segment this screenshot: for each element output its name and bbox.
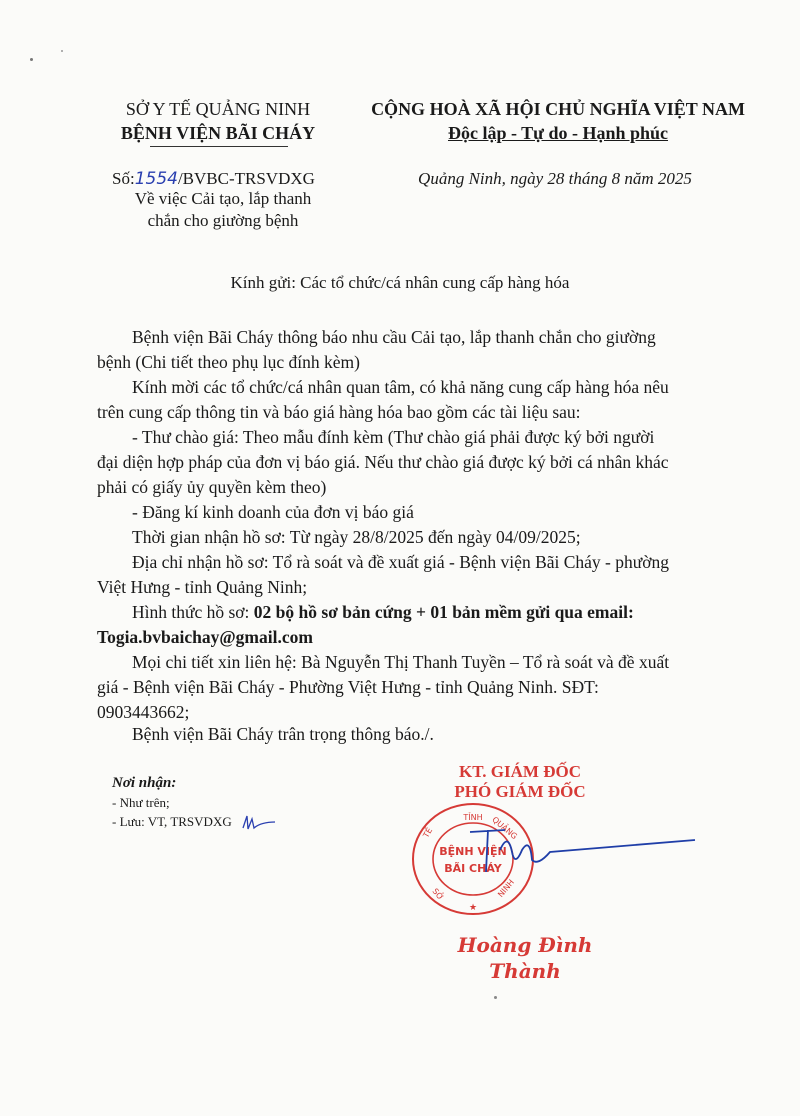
body-paragraph-6: Địa chỉ nhận hồ sơ: Tổ rà soát và đề xuất giá - Bệnh viện Bãi Cháy - phường Việt Hưng - tỉnh Quảng Ninh; <box>97 552 669 597</box>
subject: Về việc Cải tạo, lắp thanh chắn cho giường bệnh <box>134 189 312 230</box>
contact-email: Togia.bvbaichay@gmail.com <box>97 627 313 647</box>
body-paragraph-9: Bệnh viện Bãi Cháy trân trọng thông báo./. <box>132 724 434 744</box>
body-paragraph-7: Hình thức hồ sơ: 02 bộ hồ sơ bản cứng + 01 bản mềm gửi qua email: Togia.bvbaichay@gmail.com <box>97 600 703 650</box>
country-name: CỘNG HOÀ XÃ HỘI CHỦ NGHĨA VIỆT NAM <box>371 99 745 119</box>
salutation: Kính gửi: Các tổ chức/cá nhân cung cấp hàng hóa <box>230 273 570 292</box>
body-paragraph-2: Kính mời các tổ chức/cá nhân quan tâm, có khả năng cung cấp hàng hóa nêu trên cung cấp thông tin và báo giá hàng hóa bao gồm các tài liệu sau: <box>97 377 669 422</box>
svg-text:BỆNH VIỆN: BỆNH VIỆN <box>439 845 507 858</box>
hospital-name: BỆNH VIỆN BÃI CHÁY <box>120 123 316 143</box>
place-date: Quảng Ninh, ngày 28 tháng 8 năm 2025 <box>418 169 692 188</box>
reference-number: Số:1554/BVBC-TRSVDXG <box>112 169 315 189</box>
svg-text:QUẢNG: QUẢNG <box>490 815 519 842</box>
initials-mark <box>239 814 279 832</box>
svg-text:TẾ: TẾ <box>421 826 435 840</box>
header-left-rule <box>150 146 288 147</box>
ministry-name: SỞ Y TẾ QUẢNG NINH <box>125 99 311 119</box>
svg-text:SỞ: SỞ <box>430 886 446 903</box>
recipient-item: - Lưu: VT, TRSVDXG <box>112 812 372 832</box>
recipients <box>112 773 372 832</box>
signature-title-1: KT. GIÁM ĐỐC <box>459 762 581 781</box>
body-paragraph-1: Bệnh viện Bãi Cháy thông báo nhu cầu Cải tạo, lắp thanh chắn cho giường bệnh (Chi tiết theo phụ lục đính kèm) <box>97 327 656 372</box>
header-left <box>98 98 338 144</box>
handwritten-number: 1554 <box>134 169 178 189</box>
recipients-title: Nơi nhận: <box>112 775 177 791</box>
header-right <box>352 98 764 144</box>
svg-text:BÃI CHÁY: BÃI CHÁY <box>444 862 502 875</box>
body-paragraph-8: Mọi chi tiết xin liên hệ: Bà Nguyễn Thị Thanh Tuyền – Tổ rà soát và đề xuất giá - Bệnh viện Bãi Cháy - Phường Việt Hưng - tỉnh Quảng Ninh. SĐT: 0903443662; <box>97 652 670 722</box>
signature-title-2: PHÓ GIÁM ĐỐC <box>454 782 586 801</box>
body-paragraph-4: - Đăng kí kinh doanh của đơn vị báo giá <box>132 502 414 522</box>
scan-speck <box>30 58 33 61</box>
scan-speck <box>494 996 497 999</box>
svg-text:TỈNH: TỈNH <box>463 813 483 822</box>
body-paragraph-3: - Thư chào giá: Theo mẫu đính kèm (Thư chào giá phải được ký bởi người đại diện hợp pháp của đơn vị báo giá. Nếu thư chào giá được ký bởi cá nhân khác phải có giấy ủy quyền kèm theo) <box>97 427 669 497</box>
signer-name: Hoàng Đình Thành <box>457 933 593 983</box>
svg-text:★: ★ <box>468 903 478 913</box>
recipient-item: - Như trên; <box>112 795 170 810</box>
motto: Độc lập - Tự do - Hạnh phúc <box>447 123 669 143</box>
handwritten-signature <box>460 822 700 882</box>
svg-text:NINH: NINH <box>496 877 517 900</box>
body-paragraph-5: Thời gian nhận hồ sơ: Từ ngày 28/8/2025 đến ngày 04/09/2025; <box>132 527 581 547</box>
scan-speck <box>61 50 63 52</box>
